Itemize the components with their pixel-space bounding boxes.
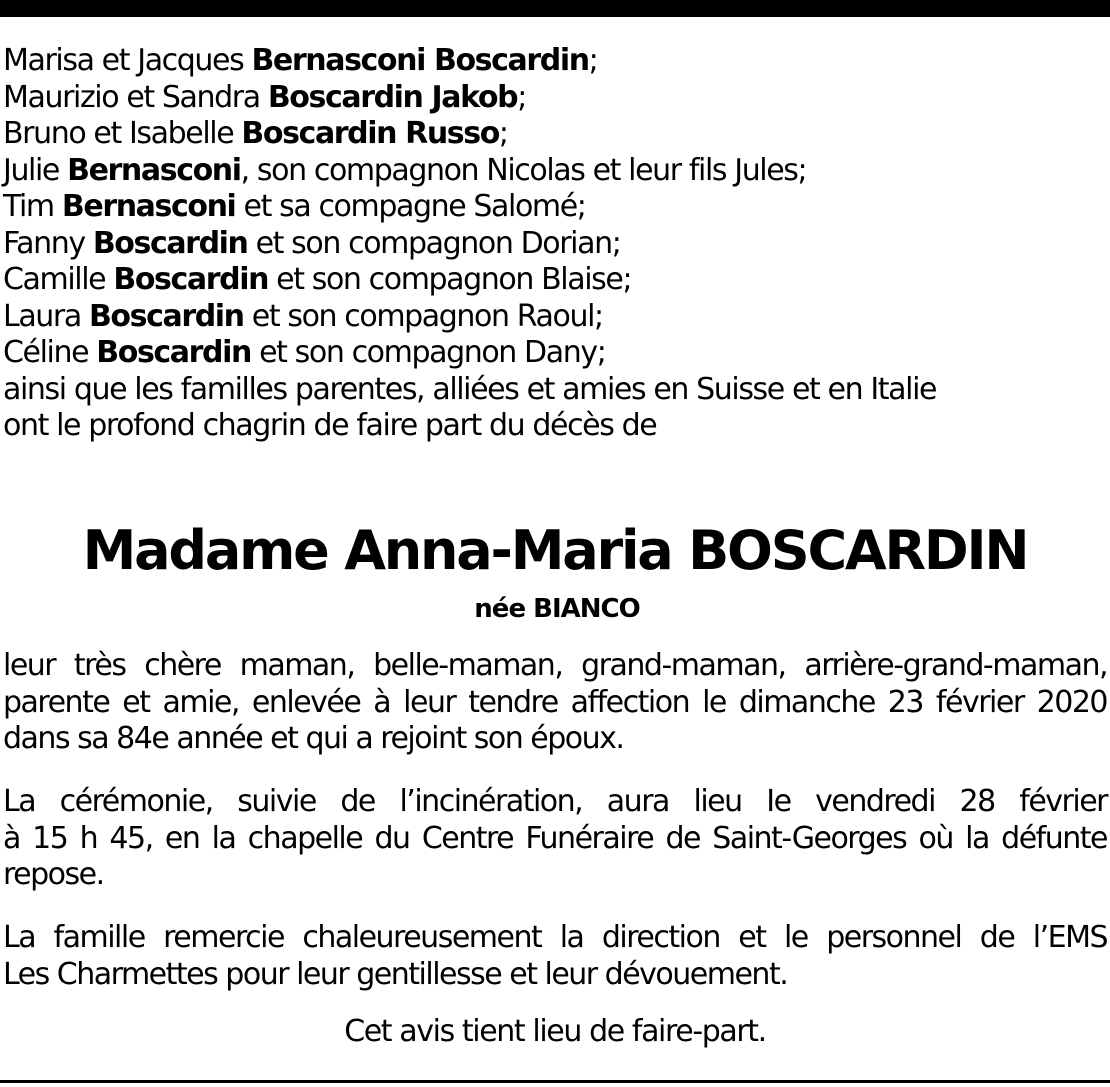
surname: Boscardin Russo (241, 116, 499, 151)
surname: Boscardin (113, 262, 269, 297)
paragraph-line: leur très chère maman, belle-maman, grand-maman, arrière-grand-maman, (3, 648, 1107, 683)
surname: Bernasconi (61, 189, 236, 224)
paragraph-line: Les Charmettes pour leur gentillesse et leur dévouement. (3, 956, 788, 992)
surname: Boscardin (92, 225, 248, 261)
given-names: Maurizio et Sandra (3, 79, 268, 115)
ceremony-paragraph (3, 784, 1107, 894)
surname: Boscardin (96, 335, 251, 370)
line-suffix: ; (588, 43, 598, 78)
paragraph-line: La cérémonie, suivie de l’incinération, aura lieu Ie vendredi 28 février (3, 784, 1107, 819)
line-suffix: et son compagnon Raoul; (243, 298, 603, 334)
line-suffix: et sa compagne Salomé; (235, 189, 586, 224)
given-names: Laura (3, 298, 89, 334)
line-suffix: et son compagnon Dorian; (247, 225, 621, 261)
paragraph-line: dans sa 84e année et qui a rejoint son époux. (3, 721, 624, 756)
surname: Boscardin (88, 298, 244, 334)
given-names: Marisa et Jacques (3, 43, 252, 78)
surname: Boscardin Jakob (267, 79, 518, 115)
family-line (3, 226, 1103, 263)
announcement-line: ont le profond chagrin de faire part du décès de (3, 408, 657, 443)
family-line (3, 189, 1103, 226)
given-names: Bruno et Isabelle (3, 116, 242, 151)
paragraph-line: parente et amie, enlevée à leur tendre affection le dimanche 23 février 2020 (3, 684, 1107, 720)
family-line (3, 299, 1103, 336)
tribute-paragraph (3, 648, 1107, 758)
family-line (3, 116, 1103, 153)
surname: Bernasconi (67, 152, 241, 188)
thanks-paragraph (3, 920, 1107, 993)
deceased-name: Madame Anna-Maria BOSCARDIN (82, 519, 1028, 582)
maiden-name: née BIANCO (474, 594, 640, 624)
given-names: Julie (3, 152, 68, 188)
paragraph-line: à 15 h 45, en la chapelle du Centre Funéraire de Saint-Georges où la défunte (3, 820, 1107, 856)
given-names: Céline (3, 335, 97, 370)
top-border-rule (0, 0, 1110, 17)
line-suffix: et son compagnon Blaise; (268, 262, 632, 297)
family-line (3, 153, 1103, 190)
given-names: Fanny (3, 225, 93, 261)
paragraph-line: La famille remercie chaleureusement la direction et le personnel de l’EMS (3, 920, 1107, 955)
paragraph-line: repose. (3, 857, 104, 892)
line-suffix: et son compagnon Dany; (250, 335, 606, 370)
family-line (3, 43, 1103, 80)
family-line (3, 335, 1103, 372)
surname: Bernasconi Boscardin (251, 43, 589, 78)
given-names: Camille (3, 262, 114, 297)
family-line (3, 80, 1103, 117)
family-list (3, 43, 1103, 445)
family-line (3, 262, 1103, 299)
line-suffix: , son compagnon Nicolas et leur fils Jules; (240, 152, 807, 188)
bottom-border-rule (0, 1080, 1110, 1083)
given-names: Tim (3, 189, 62, 224)
closing-note: Cet avis tient lieu de faire-part. (344, 1014, 766, 1049)
line-suffix: ; (498, 116, 508, 151)
relatives-line: ainsi que les familles parentes, alliées et amies en Suisse et en Italie (3, 371, 937, 407)
line-suffix: ; (517, 79, 526, 115)
